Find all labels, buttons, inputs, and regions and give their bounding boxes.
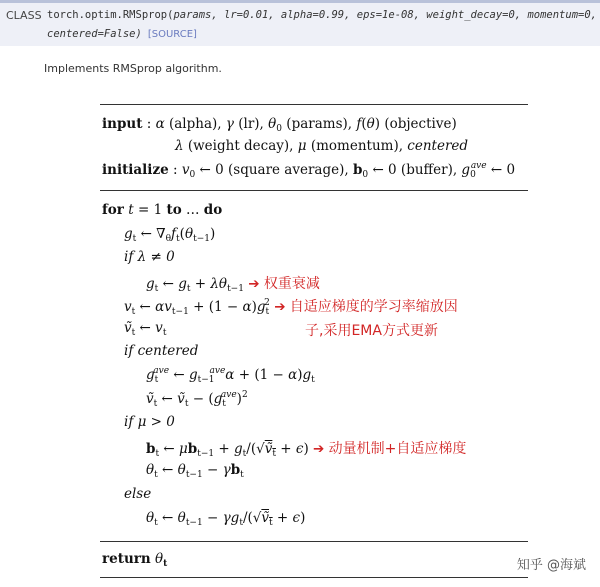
- algo-for-line: for t = 1 to … do: [102, 202, 223, 218]
- rule-bottom-2: [100, 577, 528, 578]
- rule-bottom-1: [100, 541, 528, 542]
- signature-params: params, lr=0.01, alpha=0.99, eps=1e-08, weight_decay=0, momentum=0,: [173, 9, 597, 21]
- signature-line-2: [47, 28, 197, 40]
- rule-top: [100, 104, 528, 105]
- to-keyword: to: [166, 202, 182, 218]
- algo-initialize-line: initialize : $v_0$ ← 0 (square average), $b_0$ ← 0 (buffer), $g_0^{ave}$ ← 0: [102, 161, 516, 180]
- signature-block: [0, 0, 600, 46]
- initialize-keyword: initialize: [102, 162, 169, 178]
- algo-vtilde-line: ṽ$_t$ ← $v_t$: [124, 320, 167, 338]
- arrow-icon: ➔: [274, 299, 286, 315]
- arrow-icon: ➔: [248, 276, 260, 292]
- annotation-adaptive-lr-2: 子,采用EMA方式更新: [305, 323, 438, 339]
- algo-if-lambda-line: if λ ≠ 0: [124, 249, 175, 265]
- if-keyword: if: [124, 249, 134, 265]
- signature-line-1: [47, 9, 597, 21]
- algo-gave-line: $g_t^{ave}$ ← $g_{t-1}^{ave}\alpha + (1 - \alpha)g_t$: [146, 366, 315, 385]
- source-link[interactable]: [SOURCE]: [147, 29, 197, 40]
- algo-if-mu-line: if μ > 0: [124, 414, 175, 430]
- algo-input-line-2: λ (weight decay), μ (momentum), centered: [175, 138, 469, 154]
- if-keyword: if: [124, 414, 134, 430]
- algo-else-line: else: [124, 486, 152, 502]
- input-keyword: input: [102, 116, 143, 132]
- arrow-icon: ➔: [313, 441, 325, 457]
- watermark: 知乎 @海斌: [516, 558, 586, 573]
- annotation-adaptive-lr-1: 自适应梯度的学习率缩放因: [289, 299, 458, 315]
- rule-mid: [100, 190, 528, 191]
- description: Implements RMSprop algorithm.: [44, 62, 222, 75]
- do-keyword: do: [203, 202, 223, 218]
- algo-input-line: input : α (alpha), γ (lr), $\theta_0$ (params), f(θ) (objective): [102, 116, 457, 134]
- class-keyword: CLASS: [6, 9, 42, 22]
- algo-return-line: return $\theta_t$: [102, 551, 168, 569]
- function-name: torch.optim.RMSprop(: [47, 9, 174, 21]
- return-keyword: return: [102, 551, 151, 567]
- algo-gradient-line: $g_t$ ← $\nabla_\theta f_t(\theta_{t-1})$: [124, 226, 216, 244]
- annotation-momentum: 动量机制+自适应梯度: [328, 441, 467, 457]
- algo-theta-momentum-line: $\theta_t$ ← $\theta_{t-1} - \gamma b_t$: [146, 462, 244, 480]
- algo-momentum-line: $b_t$ ← $\mu b_{t-1}$ + $g_t/(√ṽ_t + \epsilon)$ ➔ 动量机制+自适应梯度: [146, 441, 467, 459]
- signature-params-cont: centered=False): [47, 28, 142, 40]
- if-keyword: if: [124, 343, 134, 359]
- for-keyword: for: [102, 202, 124, 218]
- algo-if-centered-line: if centered: [124, 343, 199, 359]
- algo-theta-update-line: $\theta_t$ ← $\theta_{t-1}$ − $\gamma g_t/(√ṽ_t + \epsilon)$: [146, 510, 306, 528]
- algo-weight-decay-line: $g_t$ ← $g_t + \lambda\theta_{t-1}$ ➔ 权重衰减: [146, 276, 320, 294]
- algo-square-avg-line: $v_t$ ← $\alpha v_{t-1} + (1 - \alpha)g_t^2$ ➔ 自适应梯度的学习率缩放因: [124, 298, 458, 317]
- annotation-weight-decay: 权重衰减: [263, 276, 320, 292]
- algo-vtilde-centered-line: ṽ$_t$ ← ṽ$_t$ − $(g_t^{ave})^2$: [146, 390, 248, 409]
